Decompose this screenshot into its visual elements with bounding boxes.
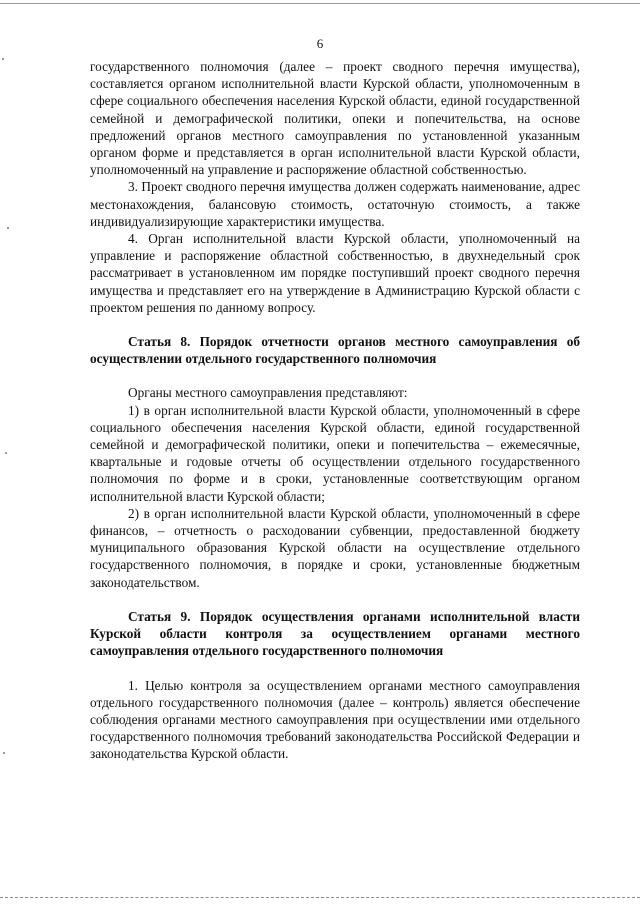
article-9-heading: Статья 9. Порядок осуществления органами исполнительной власти Курской области контроля за осуществлением органами местного самоуправления отдельного государственного полномочия (90, 608, 580, 659)
scan-speck (7, 227, 9, 229)
scan-speck (2, 58, 4, 60)
article-8-heading: Статья 8. Порядок отчетности органов местного самоуправления об осуществлении отдельного государственного полномочия (90, 334, 580, 367)
paragraph-continuation: государственного полномочия (далее – проект сводного перечня имущества), составляется органом исполнительной власти Курской области, уполномоченным в сфере социального обеспечения населения Курской области, единой государственной семейной и демографической политики, опеки и попечительства, на основе предложений органов местного самоуправления по установленной указанным органом форме и представляется в орган исполнительной власти Курской области, уполномоченный на управление и распоряжение областной собственностью. (90, 59, 580, 178)
paragraph-item-3: 3. Проект сводного перечня имущества должен содержать наименование, адрес местонахождения, балансовую стоимость, остаточную стоимость, а также индивидуализирующие характеристики имущества. (90, 179, 580, 229)
page-number: 6 (316, 36, 324, 51)
article-8-intro: Органы местного самоуправления представляют: (128, 385, 408, 401)
scan-bottom-edge (0, 897, 640, 899)
document-body (90, 58, 580, 763)
paragraph-item-4: 4. Орган исполнительной власти Курской области, уполномоченный на управление и распоряжение областной собственностью, в двухнедельный срок рассматривает в установленном им порядке поступивший проект сводного перечня имущества и представляет его на утверждение в Администрацию Курской области с проектом решения по данному вопросу. (90, 231, 580, 315)
article-8-item-1: 1) в орган исполнительной власти Курской области, уполномоченный в сфере социального обеспечения населения Курской области, единой государственной семейной и демографической политики, опеки и попечительства – ежемесячные, квартальные и годовые отчеты об осуществлении отдельного государственного полномочия по форме и в сроки, установленные соответствующим органом исполнительной власти Курской области; (90, 402, 580, 504)
article-8-item-2: 2) в орган исполнительной власти Курской области, уполномоченный в сфере финансов, – отчетность о расходовании субвенции, предоставленной бюджету муниципального образования Курской области на осуществление отдельного государственного полномочия, в порядке и сроки, установленные бюджетным законодательством. (90, 505, 580, 590)
article-9-item-1: 1. Целью контроля за осуществлением органами местного самоуправления отдельного государственного полномочия (далее – контроль) является обеспечение соблюдения органами местного самоуправления при осуществлении ими отдельного государственного полномочия требований законодательства Российской Федерации и законодательства Курской области. (90, 677, 580, 762)
scan-speck (3, 752, 5, 754)
scan-top-edge (0, 3, 640, 4)
scan-speck (5, 452, 7, 454)
